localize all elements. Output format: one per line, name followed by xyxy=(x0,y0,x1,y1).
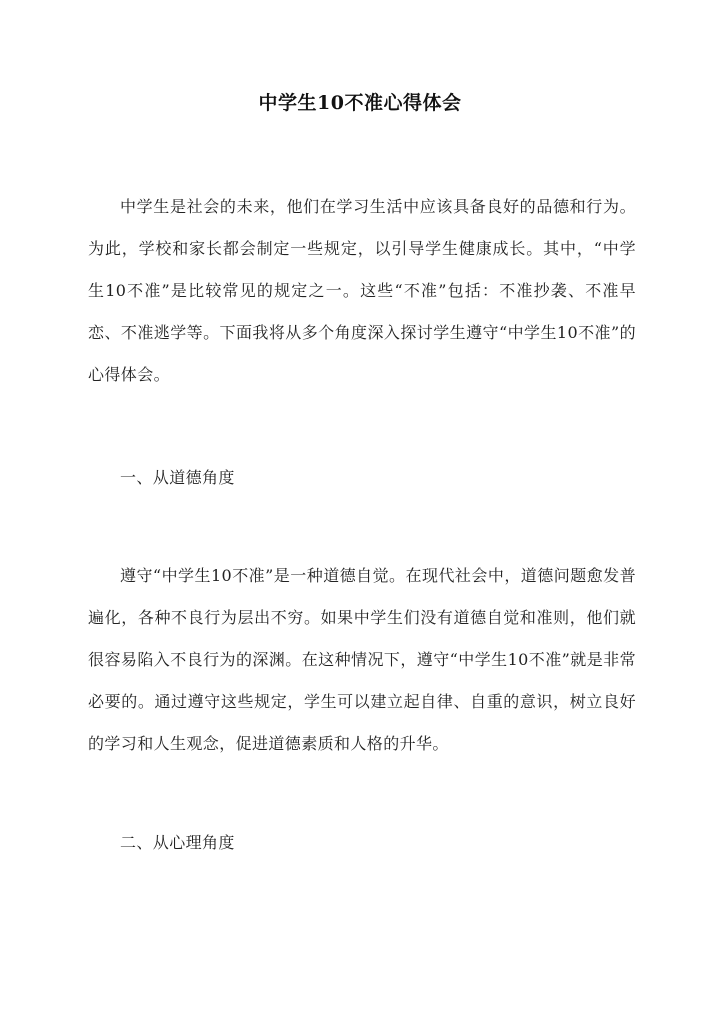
moral-paragraph: 遵守“中学生10不准”是一种道德自觉。在现代社会中，道德问题愈发普遍化，各种不良行为层出不穷。如果中学生们没有道德自觉和准则，他们就很容易陷入不良行为的深渊。在这种情况下，遵守“中学生10不准”就是非常必要的。通过遵守这些规定，学生可以建立起自律、自重的意识，树立良好的学习和人生观念，促进道德素质和人格的升华。 xyxy=(88,566,636,753)
intro-paragraph: 中学生是社会的未来，他们在学习生活中应该具备良好的品德和行为。为此，学校和家长都会制定一些规定，以引导学生健康成长。其中，“中学生10不准”是比较常见的规定之一。这些“不准”包括：不准抄袭、不准早恋、不准逃学等。下面我将从多个角度深入探讨学生遵守“中学生10不准”的心得体会。 xyxy=(88,197,636,384)
section-heading-psychology: 二、从心理角度 xyxy=(120,833,235,852)
document-title: 中学生10不准心得体会 xyxy=(258,92,462,114)
section-heading-moral: 一、从道德角度 xyxy=(120,468,235,487)
